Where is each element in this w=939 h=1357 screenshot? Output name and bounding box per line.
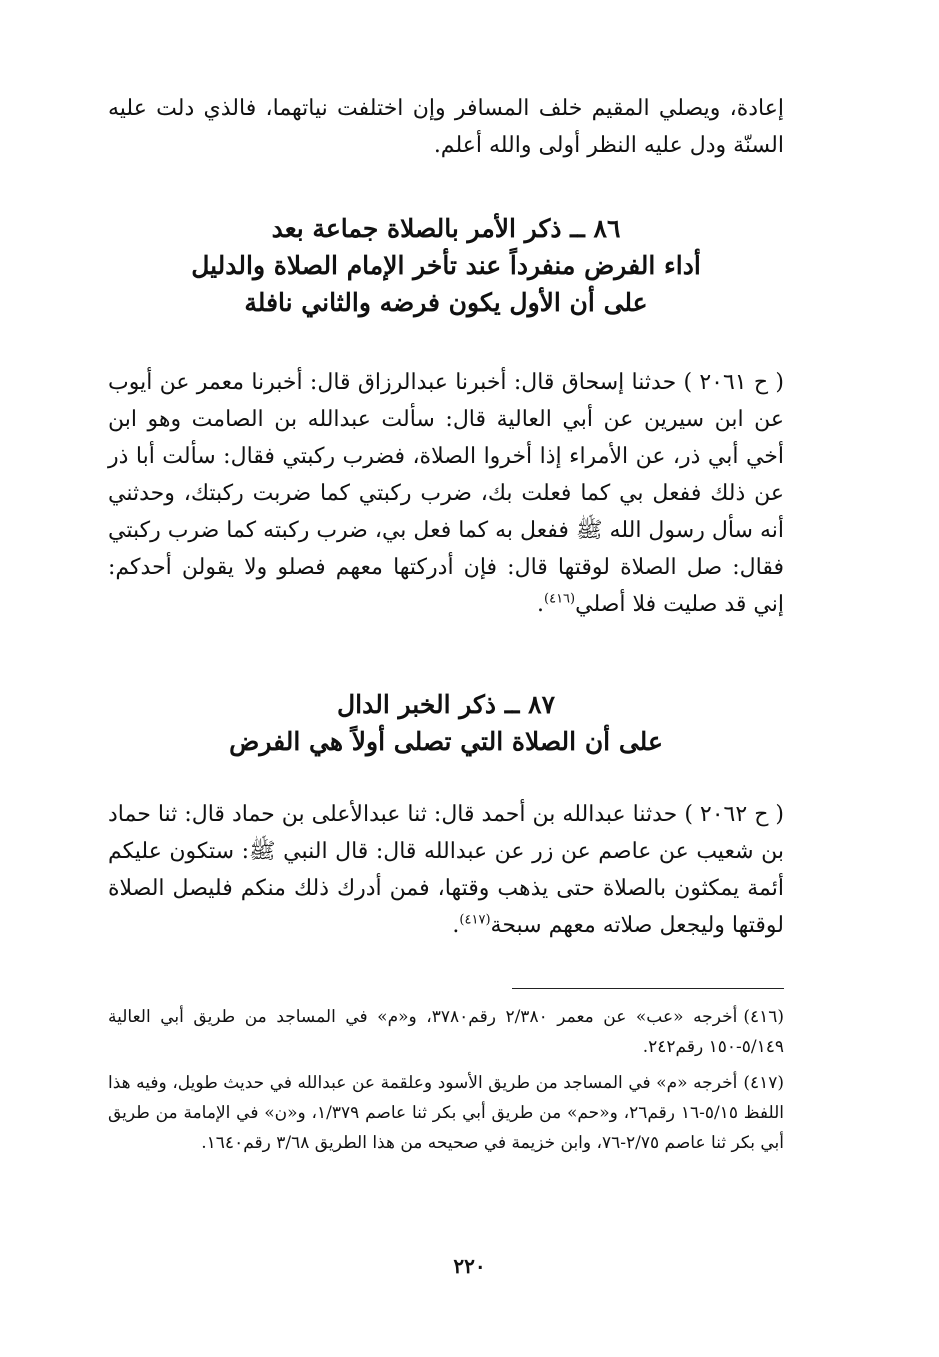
section-87-heading bbox=[108, 686, 784, 760]
footnote-marker: (٤١٧) bbox=[459, 912, 491, 928]
footnote-number: (٤١٧) bbox=[743, 1073, 784, 1093]
section-86-body bbox=[108, 364, 784, 623]
section-86-heading-line: على أن الأول يكون فرضه والثاني نافلة bbox=[244, 288, 648, 317]
section-86-heading-line: ٨٦ ــ ذكر الأمر بالصلاة جماعة بعد bbox=[271, 214, 621, 243]
hadith-ref: ( ح ٢٠٦٢ ) bbox=[684, 802, 785, 827]
section-86-heading-line: أداء الفرض منفرداً عند تأخر الإمام الصلاة والدليل bbox=[191, 251, 701, 280]
footnotes bbox=[108, 1002, 784, 1164]
section-86-heading bbox=[108, 210, 784, 321]
footnote-417 bbox=[108, 1068, 784, 1158]
footnote-marker: (٤١٦) bbox=[544, 591, 576, 607]
section-87-body bbox=[108, 796, 784, 944]
sentence-end: . bbox=[537, 592, 545, 617]
intro-paragraph: إعادة، ويصلي المقيم خلف المسافر وإن اختلفت نياتهما، فالذي دلت عليه السنّة ودل عليه النظر أولى والله أعلم. bbox=[108, 96, 784, 158]
footnote-number: (٤١٦) bbox=[743, 1007, 784, 1027]
hadith-2061-paragraph bbox=[108, 364, 784, 623]
hadith-text: حدثنا إسحاق قال: أخبرنا عبدالرزاق قال: أخبرنا معمر عن أيوب عن ابن سيرين عن أبي العالية قال: سألت عبدالله بن الصامت وهو ابن أخي أبي ذر، عن الأمراء إذا أخروا الصلاة، فضرب ركبتي فقال: سألت أبا ذر عن ذلك ففعل بي كما فعلت بك، ضرب ركبتي كما ضربت ركبتك، وحدثني أنه سأل رسول الله ﷺ ففعل به كما فعل بي، ضرب ركبته كما ضرب ركبتي فقال: صل الصلاة لوقتها قال: فإن أدركتها معهم فصلو ولا يقولن أحدكم: إني قد صليت فلا أصلي bbox=[108, 370, 784, 617]
footnote-separator bbox=[512, 988, 784, 989]
section-87-heading-line: ٨٧ ــ ذكر الخبر الدال bbox=[337, 690, 555, 719]
hadith-text: حدثنا عبدالله بن أحمد قال: ثنا عبدالأعلى بن حماد قال: ثنا حماد بن شعيب عن عاصم عن زر عن عبدالله قال: قال النبي ﷺ: ستكون عليكم أئمة يمكثون بالصلاة حتى يذهب وقتها، فمن أدرك ذلك منكم فليصل الصلاة لوقتها وليجعل صلاته معهم سبحة bbox=[108, 802, 784, 938]
hadith-2062-paragraph bbox=[108, 796, 784, 944]
footnote-416 bbox=[108, 1002, 784, 1062]
page-number: ٢٢٠ bbox=[453, 1254, 486, 1278]
footnote-text: أخرجه «عب» عن معمر ٢/٣٨٠ رقم٣٧٨٠، و«م» في المساجد من طريق أبي العالية ٥/١٤٩-١٥٠ رقم٢٤٢. bbox=[108, 1007, 784, 1057]
hadith-ref: ( ح ٢٠٦١ ) bbox=[683, 370, 784, 395]
section-87-heading-line: على أن الصلاة التي تصلى أولاً هي الفرض bbox=[229, 727, 663, 756]
footnote-text: أخرجه «م» في المساجد من طريق الأسود وعلقمة عن عبدالله في حديث طويل، وفيه هذا اللفظ ٥/١٥-١٦ رقم٢٦، و«حم» من طريق أبي بكر ثنا عاصم ١/٣٧٩، و«ن» في الإمامة من طريق أبي بكر ثنا عاصم ٢/٧٥-٧٦، وابن خزيمة في صحيحه من هذا الطريق ٣/٦٨ رقم١٦٤٠. bbox=[108, 1073, 785, 1153]
sentence-end: . bbox=[452, 913, 460, 938]
intro-block bbox=[108, 90, 784, 164]
